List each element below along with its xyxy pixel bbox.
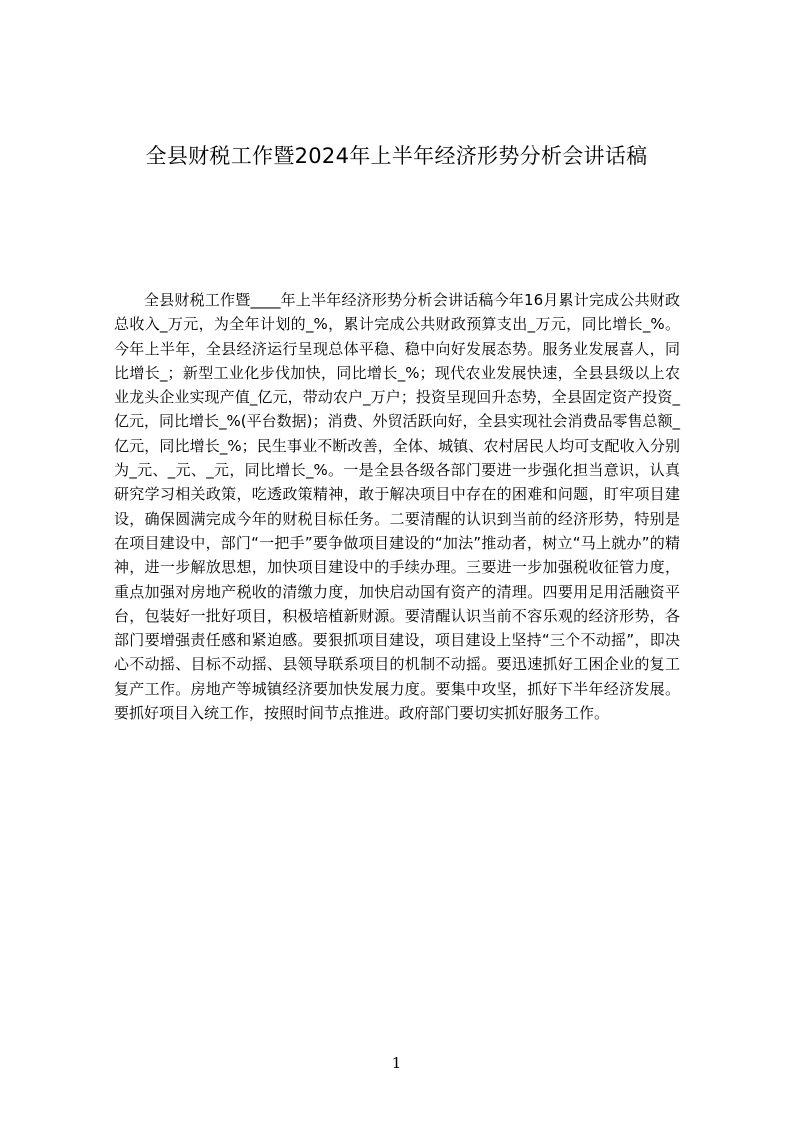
document-title: 全县财税工作暨2024年上半年经济形势分析会讲话稿: [145, 144, 648, 168]
page-number: 1: [391, 1054, 402, 1072]
document-body-paragraph: 全县财税工作暨____年上半年经济形势分析会讲话稿今年16月累计完成公共财政总收入_万元，为全年计划的_%，累计完成公共财政预算支出_万元，同比增长_%。今年上半年，全县经济运行呈现总体平稳、稳中向好发展态势。服务业发展喜人，同比增长_；新型工业化步伐加快，同比增长_%；现代农业发展快速，全县县级以上农业龙头企业实现产值_亿元，带动农户_万户；投资呈现回升态势，全县固定资产投资_亿元，同比增长_%(平台数据)；消费、外贸活跃向好，全县实现社会消费品零售总额_亿元，同比增长_%；民生事业不断改善，全体、城镇、农村居民人均可支配收入分别为_元、_元、_元，同比增长_%。一是全县各级各部门要进一步强化担当意识，认真研究学习相关政策，吃透政策精神，敢于解决项目中存在的困难和问题，盯牢项目建设，确保圆满完成今年的财税目标任务。二要清醒的认识到当前的经济形势，特别是在项目建设中，部门“一把手”要争做项目建设的“加法”推动者，树立“马上就办”的精神，进一步解放思想，加快项目建设中的手续办理。三要进一步加强税收征管力度，重点加强对房地产税收的清缴力度，加快启动国有资产的清理。四要用足用活融资平台，包装好一批好项目，积极培植新财源。要清醒认识当前不容乐观的经济形势，各部门要增强责任感和紧迫感。要狠抓项目建设，项目建设上坚持“三个不动摇”，即决心不动摇、目标不动摇、县领导联系项目的机制不动摇。要迅速抓好工困企业的复工复产工作。房地产等城镇经济要加快发展力度。要集中攻坚，抓好下半年经济发展。要抓好项目入统工作，按照时间节点推进。政府部门要切实抓好服务工作。: [114, 291, 680, 723]
